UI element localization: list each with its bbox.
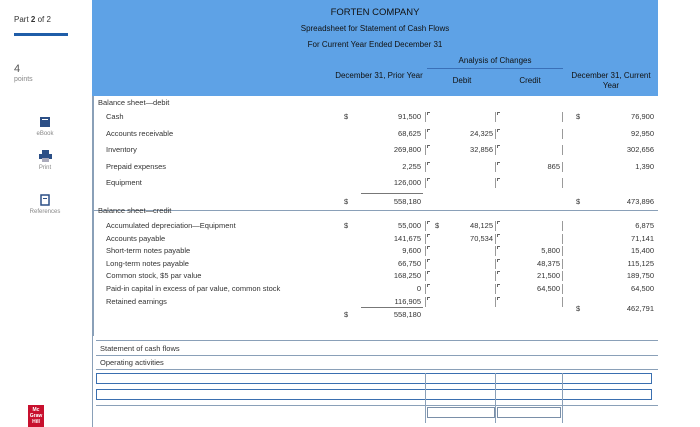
row-divider <box>96 405 658 406</box>
row-label: Accumulated depreciation—Equipment <box>106 221 236 230</box>
current-total-debit: 473,896 <box>626 196 654 206</box>
debit-cell-border <box>495 112 496 122</box>
credit-cell-border <box>562 234 563 244</box>
current-total-dollar: $ <box>576 196 581 206</box>
credit-cell-border <box>562 297 563 307</box>
debit-cell-border <box>495 234 496 244</box>
credit-value[interactable]: 48,375 <box>537 258 560 268</box>
current-year-value[interactable]: 302,656 <box>626 145 654 154</box>
cell-marker <box>427 112 430 115</box>
row-label: Long-term notes payable <box>106 258 189 268</box>
cell-marker <box>427 162 430 165</box>
debit-cell-border <box>495 271 496 281</box>
references-button[interactable] <box>28 194 62 215</box>
cash-flow-entry-row[interactable] <box>96 389 652 400</box>
prior-dollar-sign: $ <box>344 112 349 121</box>
prior-cell-border <box>425 246 426 256</box>
credit-cell-border <box>562 129 563 139</box>
row-label: Accounts payable <box>106 233 166 243</box>
row-label: Prepaid expenses <box>106 161 167 171</box>
print-label: Print <box>38 165 52 171</box>
current-year-value[interactable]: 189,750 <box>626 271 654 281</box>
references-label: References <box>29 209 61 215</box>
cell-marker <box>427 271 430 274</box>
current-year-value[interactable]: 6,875 <box>635 221 654 230</box>
credit-cell-border <box>562 284 563 294</box>
prior-year-value[interactable]: 91,500 <box>398 112 421 121</box>
references-icon <box>39 194 51 206</box>
credit-cell-border <box>562 246 563 256</box>
current-year-value[interactable]: 15,400 <box>631 246 654 256</box>
debit-value[interactable]: 32,856 <box>470 145 493 154</box>
debit-cell-border <box>495 129 496 139</box>
prior-year-value[interactable]: 0 <box>416 284 421 293</box>
debit-cell-border <box>495 259 496 269</box>
row-divider <box>96 340 658 341</box>
prior-dollar-sign: $ <box>344 221 349 230</box>
credit-value[interactable]: 21,500 <box>537 271 560 281</box>
current-year-value[interactable]: 64,500 <box>631 284 654 293</box>
prior-year-value[interactable]: 269,800 <box>393 145 421 154</box>
prior-total-debit: 558,180 <box>393 196 421 206</box>
section-cash-flows-title: Statement of cash flows <box>100 344 180 353</box>
credit-cell-border <box>562 178 563 188</box>
credit-cell-border <box>562 221 563 231</box>
cell-marker <box>497 129 500 132</box>
row-divider <box>96 355 658 356</box>
prior-cell-border <box>425 234 426 244</box>
cell-marker <box>497 145 500 148</box>
row-divider <box>96 369 658 370</box>
credit-cell-border <box>562 112 563 122</box>
operating-activities-label: Operating activities <box>100 358 164 367</box>
credit-value[interactable]: 865 <box>547 161 560 171</box>
current-year-value[interactable]: 1,390 <box>635 161 654 171</box>
credit-value[interactable]: 64,500 <box>537 284 560 293</box>
points-value: 4 <box>14 63 21 75</box>
debit-dollar-sign: $ <box>435 221 440 230</box>
cell-marker <box>497 112 500 115</box>
prior-cell-border <box>425 178 426 188</box>
row-label: Accounts receivable <box>106 128 174 138</box>
prior-year-value[interactable]: 9,600 <box>402 246 421 256</box>
prior-total-dollar: $ <box>344 196 349 206</box>
credit-entry-input[interactable] <box>497 407 561 418</box>
print-button[interactable] <box>28 150 62 171</box>
section-credit-title: Balance sheet—credit <box>98 206 172 215</box>
debit-cell-border <box>495 284 496 294</box>
prior-year-value[interactable]: 168,250 <box>393 271 421 281</box>
cell-marker <box>427 145 430 148</box>
part-progress-bar <box>14 33 68 36</box>
publisher-logo: Mc Graw Hill <box>29 407 43 425</box>
ebook-button[interactable] <box>28 116 62 137</box>
debit-cell-border <box>495 297 496 307</box>
prior-year-value[interactable]: 66,750 <box>398 258 421 268</box>
printer-icon <box>39 150 52 162</box>
column-divider <box>562 373 563 423</box>
current-total-credit: 462,791 <box>626 304 654 314</box>
current-total-dollar: $ <box>576 304 581 314</box>
company-name: FORTEN COMPANY <box>330 7 420 18</box>
current-year-value[interactable]: 76,900 <box>631 112 654 121</box>
part-indicator: Part 2 of 2 <box>14 15 51 24</box>
debit-cell-border <box>495 221 496 231</box>
debit-entry-input[interactable] <box>427 407 495 418</box>
spreadsheet-period: For Current Year Ended December 31 <box>307 40 443 49</box>
prior-year-value[interactable]: 68,625 <box>398 128 421 138</box>
credit-cell-border <box>562 259 563 269</box>
row-label: Common stock, $5 par value <box>106 271 202 281</box>
prior-cell-border <box>425 259 426 269</box>
cell-marker <box>497 178 500 181</box>
col-debit: Debit <box>452 76 472 85</box>
cash-flow-entry-row[interactable] <box>96 373 652 384</box>
debit-cell-border <box>495 246 496 256</box>
cell-marker <box>427 259 430 262</box>
cell-marker <box>427 221 430 224</box>
debit-value[interactable]: 48,125 <box>470 221 493 230</box>
prior-year-value[interactable]: 2,255 <box>402 161 421 171</box>
total-underline <box>361 307 423 308</box>
row-label: Equipment <box>106 178 142 187</box>
credit-cell-border <box>562 271 563 281</box>
row-label: Inventory <box>106 145 137 154</box>
spreadsheet-header <box>92 0 658 96</box>
row-label: Paid-in capital in excess of par value, common stock <box>106 284 281 293</box>
row-label: Short-term notes payable <box>106 246 191 256</box>
book-icon <box>39 116 51 128</box>
prior-cell-border <box>425 271 426 281</box>
cell-marker <box>427 178 430 181</box>
prior-cell-border <box>425 284 426 294</box>
credit-cell-border <box>562 162 563 172</box>
debit-value[interactable]: 24,325 <box>470 128 493 138</box>
prior-cell-border <box>425 221 426 231</box>
debit-value[interactable]: 70,534 <box>470 233 493 243</box>
column-divider <box>425 373 426 423</box>
debit-cell-border <box>495 178 496 188</box>
row-label: Cash <box>106 112 124 121</box>
analysis-header: Analysis of Changes <box>458 56 532 65</box>
col-credit: Credit <box>519 76 541 85</box>
assignment-rail <box>0 0 90 427</box>
row-label: Retained earnings <box>106 296 167 306</box>
cell-marker <box>497 221 500 224</box>
current-year-value[interactable]: 115,125 <box>627 258 654 268</box>
cell-marker <box>427 297 430 300</box>
col-current-year: December 31, Current Year <box>571 71 651 90</box>
prior-total-credit: 558,180 <box>393 310 421 320</box>
cell-marker <box>427 284 430 287</box>
spreadsheet-title: Spreadsheet for Statement of Cash Flows <box>300 24 450 33</box>
total-underline <box>361 193 423 194</box>
prior-cell-border <box>425 112 426 122</box>
cell-marker <box>497 297 500 300</box>
cell-marker <box>427 129 430 132</box>
prior-cell-border <box>425 162 426 172</box>
cash-flow-spreadsheet <box>92 0 658 427</box>
debit-cell-border <box>495 162 496 172</box>
prior-year-value[interactable]: 141,675 <box>393 233 421 243</box>
column-divider <box>495 373 496 423</box>
current-year-value[interactable]: 92,950 <box>631 128 654 138</box>
prior-total-dollar: $ <box>344 310 349 320</box>
prior-cell-border <box>425 129 426 139</box>
prior-year-value[interactable]: 116,905 <box>394 296 421 306</box>
debit-cell-border <box>495 145 496 155</box>
credit-value[interactable]: 5,800 <box>541 246 560 256</box>
prior-cell-border <box>425 145 426 155</box>
current-dollar-sign: $ <box>576 112 581 121</box>
row-divider <box>92 210 658 211</box>
col-prior-year: December 31, Prior Year <box>335 71 423 80</box>
current-year-value[interactable]: 71,141 <box>631 233 654 243</box>
credit-cell-border <box>562 145 563 155</box>
section-debit-title: Balance sheet—debit <box>98 98 170 107</box>
prior-year-value[interactable]: 126,000 <box>393 178 421 187</box>
points-label: points <box>14 76 33 83</box>
ebook-label: eBook <box>36 131 54 137</box>
cell-marker <box>427 246 430 249</box>
cell-marker <box>427 234 430 237</box>
cell-marker <box>497 234 500 237</box>
prior-cell-border <box>425 297 426 307</box>
prior-year-value[interactable]: 55,000 <box>398 221 421 230</box>
